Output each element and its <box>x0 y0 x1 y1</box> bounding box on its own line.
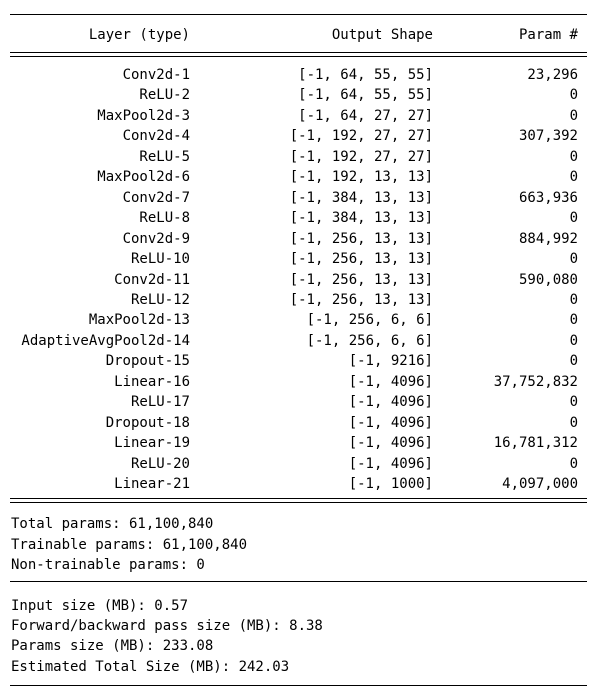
table-row <box>0 454 607 474</box>
layer-name: Dropout-15 <box>105 353 190 370</box>
params-size: Params size (MB): 233.08 <box>11 638 214 654</box>
layer-name: Conv2d-9 <box>122 230 190 247</box>
output-shape: [-1, 256, 13, 13] <box>289 291 433 308</box>
header-param-count: Param # <box>518 27 578 43</box>
output-shape: [-1, 192, 27, 27] <box>289 148 433 165</box>
table-row <box>0 208 607 228</box>
output-shape: [-1, 256, 6, 6] <box>306 312 433 329</box>
table-row <box>0 433 607 453</box>
output-shape: [-1, 4096] <box>348 455 433 472</box>
output-shape: [-1, 4096] <box>348 394 433 411</box>
output-shape: [-1, 4096] <box>348 414 433 431</box>
layer-name: Dropout-18 <box>105 414 190 431</box>
layer-name: MaxPool2d-3 <box>97 107 190 124</box>
layer-name: Conv2d-4 <box>122 128 190 145</box>
table-row <box>0 310 607 330</box>
param-count: 0 <box>569 251 578 268</box>
output-shape: [-1, 64, 27, 27] <box>298 107 433 124</box>
top-divider <box>10 14 587 15</box>
output-shape: [-1, 384, 13, 13] <box>289 189 433 206</box>
param-count: 590,080 <box>518 271 578 288</box>
table-row <box>0 126 607 146</box>
param-count: 0 <box>569 169 578 186</box>
param-count: 0 <box>569 455 578 472</box>
trainable-params: Trainable params: 61,100,840 <box>11 537 248 553</box>
output-shape: [-1, 4096] <box>348 373 433 390</box>
output-shape: [-1, 192, 13, 13] <box>289 169 433 186</box>
output-shape: [-1, 1000] <box>348 476 433 492</box>
layer-name: Linear-16 <box>114 373 190 390</box>
output-shape: [-1, 9216] <box>348 353 433 370</box>
input-size: Input size (MB): 0.57 <box>11 598 189 614</box>
header-divider <box>10 52 587 57</box>
layer-name: MaxPool2d-13 <box>88 312 190 329</box>
param-count: 0 <box>569 87 578 104</box>
table-row <box>0 106 607 126</box>
layer-name: Linear-21 <box>114 476 190 492</box>
table-row <box>0 65 607 85</box>
param-count: 16,781,312 <box>493 435 578 452</box>
output-shape: [-1, 384, 13, 13] <box>289 210 433 227</box>
header-layer-type: Layer (type) <box>88 27 190 43</box>
param-count: 0 <box>569 312 578 329</box>
layer-name: AdaptiveAvgPool2d-14 <box>21 332 190 349</box>
param-count: 663,936 <box>518 189 578 206</box>
param-count: 0 <box>569 353 578 370</box>
param-count: 0 <box>569 332 578 349</box>
output-shape: [-1, 256, 13, 13] <box>289 251 433 268</box>
param-count: 884,992 <box>518 230 578 247</box>
output-shape: [-1, 4096] <box>348 435 433 452</box>
param-count: 4,097,000 <box>502 476 578 492</box>
params-divider <box>10 581 587 582</box>
forward-backward-size: Forward/backward pass size (MB): 8.38 <box>11 618 323 634</box>
layer-name: ReLU-8 <box>139 210 190 227</box>
layer-name: Conv2d-1 <box>122 67 190 83</box>
param-count: 23,296 <box>527 67 578 83</box>
param-count: 0 <box>569 148 578 165</box>
output-shape: [-1, 256, 6, 6] <box>306 332 433 349</box>
layer-name: Conv2d-7 <box>122 189 190 206</box>
table-row <box>0 474 607 494</box>
param-count: 0 <box>569 291 578 308</box>
layer-name: MaxPool2d-6 <box>97 169 190 186</box>
layer-name: ReLU-20 <box>130 455 190 472</box>
table-row <box>0 351 607 371</box>
non-trainable-params: Non-trainable params: 0 <box>11 557 205 573</box>
layer-name: ReLU-17 <box>130 394 190 411</box>
output-shape: [-1, 64, 55, 55] <box>298 67 433 83</box>
header-output-shape: Output Shape <box>331 27 433 43</box>
table-row <box>0 372 607 392</box>
layer-name: ReLU-12 <box>130 291 190 308</box>
table-row <box>0 413 607 433</box>
table-row <box>0 270 607 290</box>
param-count: 0 <box>569 414 578 431</box>
param-count: 0 <box>569 210 578 227</box>
output-shape: [-1, 256, 13, 13] <box>289 271 433 288</box>
bottom-divider <box>10 685 587 686</box>
table-row <box>0 290 607 310</box>
layer-name: ReLU-2 <box>139 87 190 104</box>
param-count: 37,752,832 <box>493 373 578 390</box>
table-row <box>0 249 607 269</box>
output-shape: [-1, 192, 27, 27] <box>289 128 433 145</box>
table-end-divider <box>10 498 587 503</box>
table-row <box>0 392 607 412</box>
table-row <box>0 331 607 351</box>
layer-name: Linear-19 <box>114 435 190 452</box>
output-shape: [-1, 256, 13, 13] <box>289 230 433 247</box>
table-row <box>0 167 607 187</box>
total-params: Total params: 61,100,840 <box>11 516 214 532</box>
estimated-total-size: Estimated Total Size (MB): 242.03 <box>11 659 290 675</box>
table-row <box>0 147 607 167</box>
param-count: 0 <box>569 394 578 411</box>
table-row <box>0 229 607 249</box>
table-row <box>0 85 607 105</box>
output-shape: [-1, 64, 55, 55] <box>298 87 433 104</box>
table-row <box>0 188 607 208</box>
param-count: 0 <box>569 107 578 124</box>
layer-name: ReLU-5 <box>139 148 190 165</box>
layer-name: ReLU-10 <box>130 251 190 268</box>
param-count: 307,392 <box>518 128 578 145</box>
layer-name: Conv2d-11 <box>114 271 190 288</box>
